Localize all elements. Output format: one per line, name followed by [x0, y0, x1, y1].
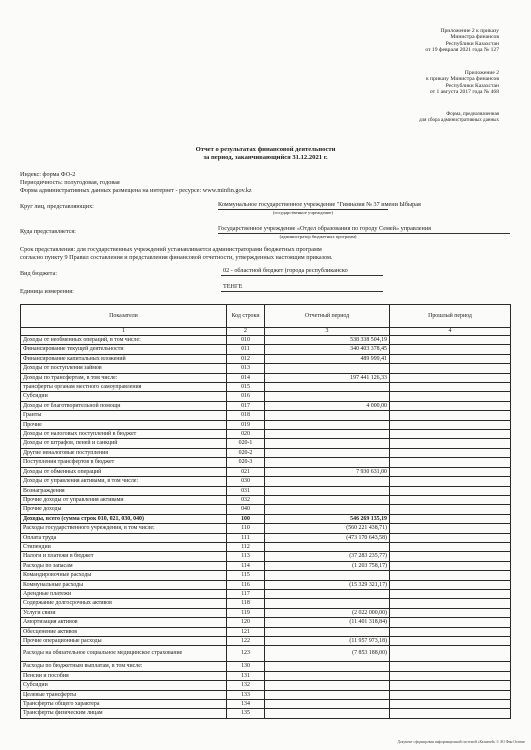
row-name: Арендные платежи [21, 589, 227, 598]
appendix-line: от 1 августа 2017 года № 468 [429, 89, 499, 96]
row-code: 131 [227, 671, 265, 680]
underline [221, 275, 383, 276]
row-current-value [265, 411, 390, 420]
row-previous-value [390, 467, 511, 476]
row-previous-value [390, 618, 511, 627]
row-previous-value [390, 599, 511, 608]
row-code: 014 [227, 373, 265, 382]
row-previous-value [390, 524, 511, 533]
row-current-value [265, 383, 390, 392]
col-number: 4 [390, 328, 511, 336]
row-current-value [265, 700, 390, 709]
unit-label: Единица измерения: [20, 288, 74, 295]
budget-label: Вид бюджета: [20, 270, 57, 277]
row-previous-value [390, 430, 511, 439]
row-code: 021 [227, 467, 265, 476]
row-current-value: 489 999,41 [265, 354, 390, 363]
title-line: Отчет о результатах финансовой деятельности [195, 146, 336, 153]
row-current-value [265, 439, 390, 448]
table-row [21, 383, 511, 392]
underline [221, 291, 383, 292]
appendix-line: от 19 февраля 2021 года № 127 [425, 47, 499, 54]
row-name: Гранты [21, 411, 227, 420]
row-name: Доходы от поступления займов [21, 364, 227, 373]
row-name: Субсидии [21, 681, 227, 690]
form-note-line: для сбора административных данных [419, 118, 499, 124]
row-code: 111 [227, 533, 265, 542]
row-current-value [265, 671, 390, 680]
row-previous-value [390, 411, 511, 420]
row-code: 130 [227, 662, 265, 671]
row-current-value [265, 505, 390, 514]
table-row [21, 580, 511, 589]
row-name: Доходы от благотворительной помощи [21, 401, 227, 410]
row-code: 020-3 [227, 458, 265, 467]
row-name: Финансирование текущей деятельности [21, 345, 227, 354]
row-current-value: 546 269 135,19 [265, 514, 390, 523]
financial-results-table [20, 304, 511, 719]
row-code: 134 [227, 700, 265, 709]
row-previous-value [390, 486, 511, 495]
row-code: 015 [227, 383, 265, 392]
appendix-line: Республики Казахстан [445, 40, 499, 47]
row-previous-value [390, 364, 511, 373]
row-current-value [265, 420, 390, 429]
row-current-value: 197 441 126,33 [265, 373, 390, 382]
row-current-value [265, 662, 390, 671]
table-row [21, 420, 511, 429]
row-name: Доходы от налоговых поступлений в бюджет [21, 430, 227, 439]
form-note-line: Форма, предназначенная [446, 112, 499, 117]
table-row [21, 373, 511, 382]
row-current-value: (1 203 758,17) [265, 561, 390, 570]
row-previous-value [390, 608, 511, 617]
form-placed: Форма административных данных размещена на интернет - ресурсе: www.minfin.gov.kz [20, 187, 252, 194]
row-current-value [265, 690, 390, 699]
row-current-value: (11 957 973,18) [265, 637, 390, 646]
row-code: 123 [227, 646, 265, 662]
row-name: Расходы по запасам [21, 561, 227, 570]
table-row [21, 458, 511, 467]
row-previous-value [390, 627, 511, 636]
table-row [21, 709, 511, 718]
row-name: Вознаграждения [21, 486, 227, 495]
table-row [21, 524, 511, 533]
row-code: 012 [227, 354, 265, 363]
row-previous-value [390, 354, 511, 363]
row-name: Доходы, всего (сумма строк 010, 021, 030, 040) [21, 514, 227, 523]
table-row [21, 533, 511, 542]
row-previous-value [390, 671, 511, 680]
row-previous-value [390, 571, 511, 580]
row-current-value [265, 495, 390, 504]
where-label: Куда представляется: [20, 228, 76, 235]
table-row [21, 448, 511, 457]
row-code: 122 [227, 637, 265, 646]
row-name: Прочие [21, 420, 227, 429]
table-row [21, 477, 511, 486]
row-name: Трансферты общего характера [21, 700, 227, 709]
table-row [21, 589, 511, 598]
row-name: Расходы на обязательное социальное медицинское страхование [21, 646, 227, 662]
col-header-indicators: Показатели [21, 305, 227, 328]
table-row [21, 571, 511, 580]
row-previous-value [390, 700, 511, 709]
row-previous-value [390, 561, 511, 570]
row-name: Доходы от штрафов, пеней и санкций [21, 439, 227, 448]
row-code: 011 [227, 345, 265, 354]
table-row [21, 662, 511, 671]
row-previous-value [390, 439, 511, 448]
periodicity: Периодичность: полугодовая, годовая [20, 179, 120, 186]
row-current-value [265, 542, 390, 551]
row-code: 032 [227, 495, 265, 504]
table-row [21, 430, 511, 439]
row-previous-value [390, 401, 511, 410]
row-current-value: (473 170 643,58) [265, 533, 390, 542]
row-previous-value [390, 458, 511, 467]
row-name: Трансферты физическим лицам [21, 709, 227, 718]
row-name: Коммунальные расходы [21, 580, 227, 589]
row-code: 112 [227, 542, 265, 551]
row-current-value [265, 627, 390, 636]
row-code: 013 [227, 364, 265, 373]
row-code: 031 [227, 486, 265, 495]
row-code: 121 [227, 627, 265, 636]
row-previous-value [390, 336, 511, 345]
col-header-previous: Прошлый период [390, 305, 511, 328]
row-name: Другие неналоговые поступления [21, 448, 227, 457]
row-name: Стипендии [21, 542, 227, 551]
row-name: Поступления трансфертов в бюджет [21, 458, 227, 467]
row-previous-value [390, 448, 511, 457]
row-code: 115 [227, 571, 265, 580]
row-code: 020-2 [227, 448, 265, 457]
table-row [21, 467, 511, 476]
table-row [21, 627, 511, 636]
row-code: 020 [227, 430, 265, 439]
col-number: 1 [21, 328, 227, 336]
row-previous-value [390, 542, 511, 551]
table-row [21, 618, 511, 627]
row-current-value [265, 364, 390, 373]
form-note [419, 112, 499, 125]
col-header-current: Отчетный период [265, 305, 390, 328]
appendix-line: к приказу Министра финансов [426, 76, 499, 83]
where-value: Государственное учреждение «Отдел образования по городу Семей» управления [218, 225, 432, 232]
table-row [21, 505, 511, 514]
row-previous-value [390, 552, 511, 561]
row-current-value: 340 403 378,45 [265, 345, 390, 354]
col-number-row [21, 328, 511, 336]
row-code: 040 [227, 505, 265, 514]
row-current-value [265, 477, 390, 486]
row-current-value [265, 458, 390, 467]
where-caption: (администратор бюджетных программ) [279, 234, 357, 239]
row-current-value: (11 401 318,84) [265, 618, 390, 627]
row-previous-value [390, 662, 511, 671]
row-current-value: 538 338 504,19 [265, 336, 390, 345]
row-current-value [265, 486, 390, 495]
row-code: 110 [227, 524, 265, 533]
row-name: Командировочные расходы [21, 571, 227, 580]
col-number: 2 [227, 328, 265, 336]
row-previous-value [390, 420, 511, 429]
row-name: Доходы по трансфертам, в том числе: [21, 373, 227, 382]
row-current-value: (560 221 438,71) [265, 524, 390, 533]
row-name: Прочие операционные расходы [21, 637, 227, 646]
row-code: 113 [227, 552, 265, 561]
table-row [21, 671, 511, 680]
row-current-value [265, 589, 390, 598]
row-current-value [265, 392, 390, 401]
row-code: 132 [227, 681, 265, 690]
table-row [21, 392, 511, 401]
table-row [21, 495, 511, 504]
row-name: Прочие доходы от управления активами [21, 495, 227, 504]
row-code: 133 [227, 690, 265, 699]
table-row [21, 599, 511, 608]
table-row [21, 637, 511, 646]
row-current-value [265, 681, 390, 690]
title-line: за период, заканчивающийся 31.12.2021 г. [203, 154, 328, 161]
table-header-row [21, 305, 511, 328]
col-number: 3 [265, 328, 390, 336]
table-row [21, 411, 511, 420]
row-code: 100 [227, 514, 265, 523]
table-row [21, 345, 511, 354]
circle-value: Коммунальное государственное учреждение "Гимназия № 37 имени Ыбырая [218, 201, 421, 208]
row-name: Содержание долгосрочных активов [21, 599, 227, 608]
table-row [21, 681, 511, 690]
row-current-value [265, 448, 390, 457]
row-current-value [265, 430, 390, 439]
row-name: Субсидии [21, 392, 227, 401]
row-previous-value [390, 637, 511, 646]
row-current-value [265, 709, 390, 718]
footer-note: Документ сформирован информационной системой «Казначей» © АО Фин Охтиме [397, 740, 525, 744]
table-row [21, 552, 511, 561]
row-code: 118 [227, 599, 265, 608]
appendix-line: Республики Казахстан [445, 82, 499, 89]
table-row [21, 364, 511, 373]
row-previous-value [390, 646, 511, 662]
row-name: Обесценение активов [21, 627, 227, 636]
row-previous-value [390, 514, 511, 523]
row-name: Расходы по бюджетным выплатам, в том числе: [21, 662, 227, 671]
appendix-line: Приложение 2 к приказу [440, 28, 499, 34]
budget-value: 02 - областной бюджет (города республиканско [223, 267, 348, 274]
unit-value: ТЕНГЕ [223, 283, 243, 290]
row-current-value [265, 571, 390, 580]
row-current-value: (2 022 000,00) [265, 608, 390, 617]
circle-caption: (государственное учреждение) [272, 210, 334, 215]
row-code: 020-1 [227, 439, 265, 448]
row-code: 017 [227, 401, 265, 410]
row-name: Амортизация активов [21, 618, 227, 627]
table-row [21, 486, 511, 495]
row-code: 030 [227, 477, 265, 486]
row-current-value [265, 599, 390, 608]
row-previous-value [390, 709, 511, 718]
row-code: 135 [227, 709, 265, 718]
row-previous-value [390, 681, 511, 690]
row-previous-value [390, 580, 511, 589]
row-previous-value [390, 589, 511, 598]
row-previous-value [390, 345, 511, 354]
row-name: Финансирование капитальных вложений [21, 354, 227, 363]
table-row [21, 401, 511, 410]
row-current-value: (7 853 188,00) [265, 646, 390, 662]
row-code: 010 [227, 336, 265, 345]
table-row [21, 354, 511, 363]
appendix-line: Министра финансов [450, 34, 499, 41]
table-row [21, 336, 511, 345]
col-header-code: Код строки [227, 305, 265, 328]
row-name: Услуги связи [21, 608, 227, 617]
table-row [21, 542, 511, 551]
table-row [21, 646, 511, 662]
row-name: Пенсии и пособия [21, 671, 227, 680]
row-code: 018 [227, 411, 265, 420]
circle-label: Круг лиц, представляющих: [20, 203, 94, 210]
row-previous-value [390, 495, 511, 504]
row-name: Доходы от обменных операций [21, 467, 227, 476]
row-code: 117 [227, 589, 265, 598]
row-name: Расходы государственного учреждения, в том числе: [21, 524, 227, 533]
row-code: 019 [227, 420, 265, 429]
row-code: 120 [227, 618, 265, 627]
deadline-line-1: Срок представления: для государственных учреждений устанавливается администраторами бюджетных программ [20, 246, 322, 253]
report-title [0, 146, 531, 162]
appendix-line: Приложение 2 [464, 70, 499, 76]
row-previous-value [390, 505, 511, 514]
row-name: Целевые трансферты [21, 690, 227, 699]
appendix-note-2 [426, 70, 499, 96]
row-previous-value [390, 373, 511, 382]
table-row [21, 700, 511, 709]
row-current-value: (15 329 321,17) [265, 580, 390, 589]
row-previous-value [390, 392, 511, 401]
table-row [21, 439, 511, 448]
row-code: 116 [227, 580, 265, 589]
row-code: 119 [227, 608, 265, 617]
row-code: 016 [227, 392, 265, 401]
deadline-line-2: согласно пункту 9 Правил составления и представления финансовой отчетности, утвержденных настоящим приказом. [20, 254, 333, 261]
row-current-value: 4 000,00 [265, 401, 390, 410]
row-current-value: 7 930 631,00 [265, 467, 390, 476]
row-previous-value [390, 690, 511, 699]
table-row [21, 561, 511, 570]
row-previous-value [390, 533, 511, 542]
row-name: трансферты органам местного самоуправления [21, 383, 227, 392]
row-name: Прочие доходы [21, 505, 227, 514]
row-name: Оплата труда [21, 533, 227, 542]
appendix-note-1 [425, 28, 499, 54]
row-name: Доходы от управления активами, в том числе: [21, 477, 227, 486]
row-name: Доходы от необменных операций, в том числе: [21, 336, 227, 345]
row-code: 114 [227, 561, 265, 570]
table-row [21, 690, 511, 699]
row-current-value: (37 283 235,77) [265, 552, 390, 561]
row-previous-value [390, 383, 511, 392]
table-row [21, 608, 511, 617]
row-name: Налоги и платежи в бюджет [21, 552, 227, 561]
row-previous-value [390, 477, 511, 486]
form-index: Индекс: форма ФО-2 [20, 171, 76, 178]
table-row [21, 514, 511, 523]
